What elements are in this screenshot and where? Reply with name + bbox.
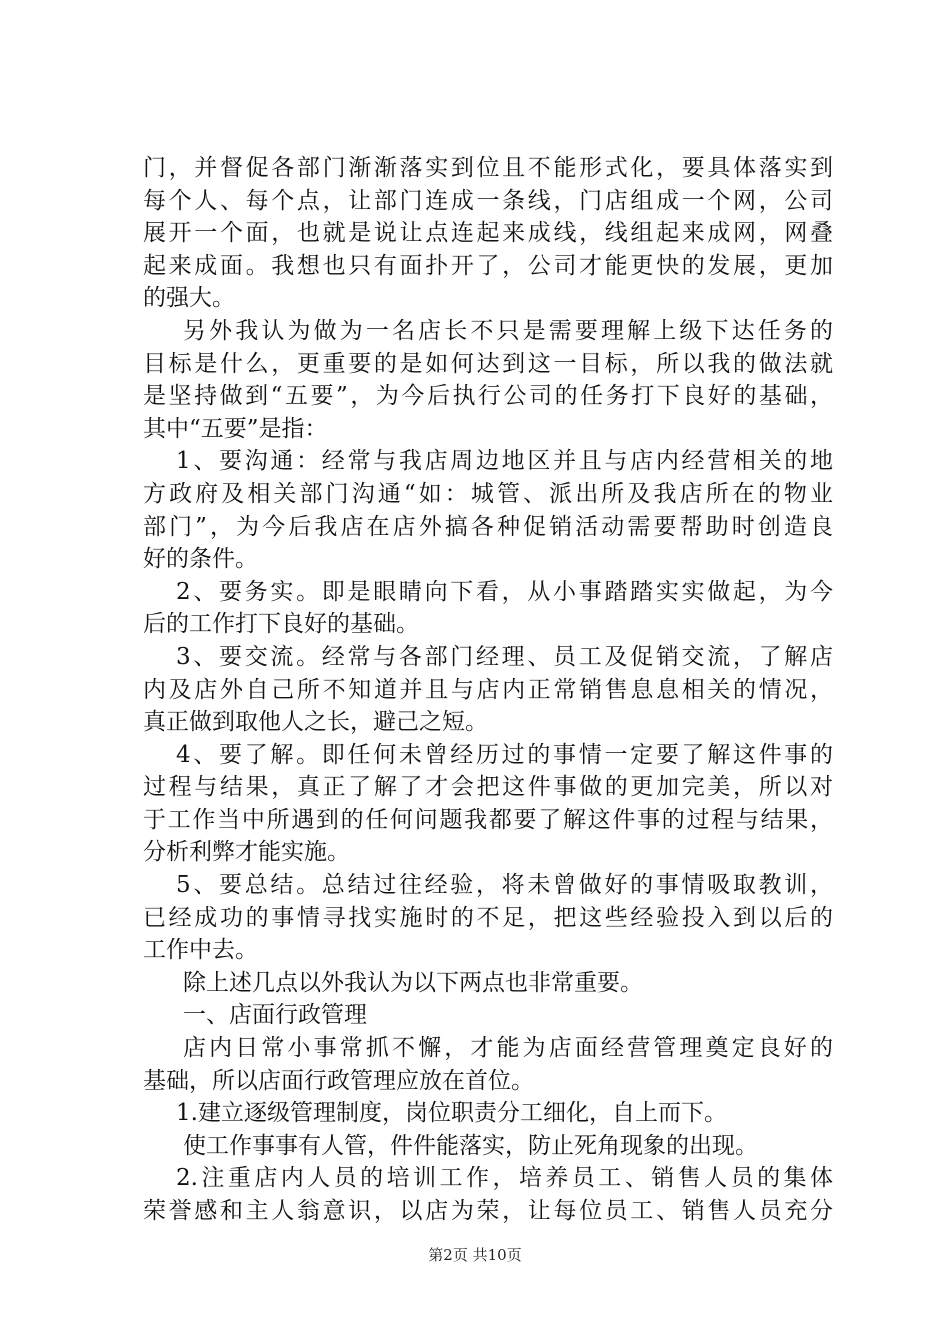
text-line: 除上述几点以外我认为以下两点也非常重要。 <box>183 969 643 996</box>
text-line: 店内日常小事常抓不懈，才能为店面经营管理奠定良好的 <box>183 1035 833 1062</box>
text-line: 工作中去。 <box>143 937 258 964</box>
text-line: 展开一个面，也就是说让点连起来成线，线组起来成网，网叠 <box>143 220 833 247</box>
text-line: 一、店面行政管理 <box>183 1002 367 1029</box>
page-footer <box>0 1244 950 1265</box>
text-line: 每个人、每个点，让部门连成一条线，门店组成一个网，公司 <box>143 187 833 214</box>
text-line: 部门”，为今后我店在店外搞各种促销活动需要帮助时创造良 <box>143 513 833 540</box>
text-line: 1、要沟通：经常与我店周边地区并且与店内经营相关的地 <box>176 448 833 475</box>
text-line: 是坚持做到“五要”，为今后执行公司的任务打下良好的基础， <box>143 383 833 410</box>
text-line: 的强大。 <box>143 285 235 312</box>
text-line: 已经成功的事情寻找实施时的不足，把这些经验投入到以后的 <box>143 904 833 931</box>
text-line: 方政府及相关部门沟通“如：城管、派出所及我店所在的物业 <box>143 480 833 507</box>
text-line: 5、要总结。总结过往经验，将未曾做好的事情吸取教训， <box>176 872 833 899</box>
text-line: 3、要交流。经常与各部门经理、员工及促销交流，了解店 <box>176 643 833 670</box>
document-body <box>143 152 833 1228</box>
text-line: 过程与结果，真正了解了才会把这件事做的更加完美，所以对 <box>143 774 833 801</box>
text-line: 2、要务实。即是眼睛向下看，从小事踏踏实实做起，为今 <box>176 578 833 605</box>
text-line: 荣誉感和主人翁意识，以店为荣，让每位员工、销售人员充分 <box>143 1198 833 1224</box>
text-line: 于工作当中所遇到的任何问题我都要了解这件事的过程与结果， <box>143 806 833 833</box>
text-line: 1.建立逐级管理制度，岗位职责分工细化，自上而下。 <box>176 1100 727 1127</box>
text-line: 门，并督促各部门渐渐落实到位且不能形式化，要具体落实到 <box>143 155 833 181</box>
text-line: 内及店外自己所不知道并且与店内正常销售息息相关的情况， <box>143 676 833 703</box>
text-line: 好的条件。 <box>143 546 258 573</box>
text-line: 基础，所以店面行政管理应放在首位。 <box>143 1067 534 1094</box>
page-number: 第2页 共10页 <box>428 1246 522 1264</box>
text-line: 后的工作打下良好的基础。 <box>143 611 419 638</box>
text-line: 其中“五要”是指： <box>143 415 328 442</box>
text-line: 2.注重店内人员的培训工作，培养员工、销售人员的集体 <box>176 1165 833 1192</box>
text-line: 起来成面。我想也只有面扑开了，公司才能更快的发展，更加 <box>143 252 833 279</box>
text-line: 另外我认为做为一名店长不只是需要理解上级下达任务的 <box>183 317 833 344</box>
text-line: 目标是什么，更重要的是如何达到这一目标，所以我的做法就 <box>143 350 833 377</box>
text-line: 分析利弊才能实施。 <box>143 839 350 866</box>
text-line: 真正做到取他人之长，避己之短。 <box>143 709 488 736</box>
text-line: 使工作事事有人管，件件能落实，防止死角现象的出现。 <box>183 1132 758 1159</box>
text-line: 4、要了解。即任何未曾经历过的事情一定要了解这件事的 <box>176 741 833 768</box>
